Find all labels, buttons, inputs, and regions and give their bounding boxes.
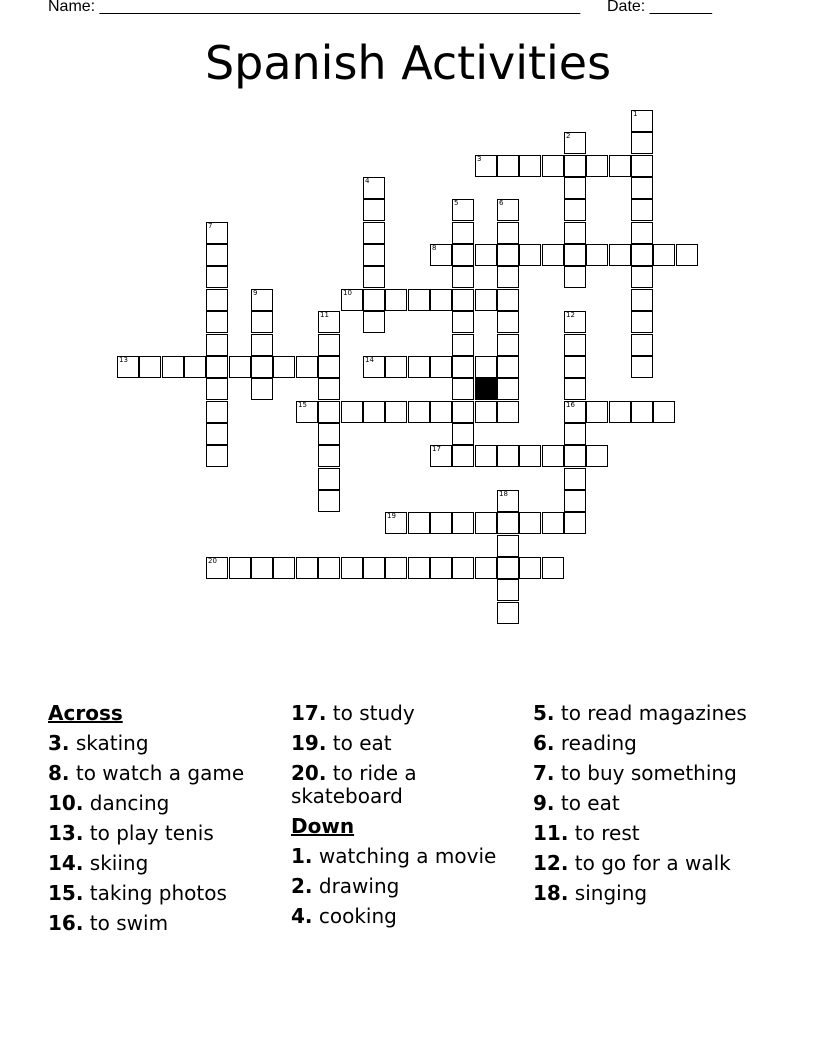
down-clue — [533, 882, 773, 905]
clue-number: 6. — [533, 731, 555, 755]
across-clue — [48, 822, 288, 845]
clue-text: to swim — [89, 911, 169, 935]
grid-cell[interactable] — [206, 266, 228, 288]
grid-cell[interactable] — [206, 356, 228, 378]
grid-cell[interactable] — [452, 266, 474, 288]
grid-cell[interactable] — [206, 311, 228, 333]
down-clue — [533, 762, 773, 785]
grid-cell[interactable] — [452, 401, 474, 423]
grid-cell[interactable] — [564, 311, 586, 333]
grid-cell[interactable] — [519, 244, 541, 266]
grid-cell[interactable] — [564, 490, 586, 512]
grid-cell[interactable] — [631, 132, 653, 154]
clue-number: 7 — [208, 222, 213, 230]
clue-number: 5. — [533, 701, 555, 725]
clue-text: to rest — [574, 821, 640, 845]
grid-cell[interactable] — [363, 222, 385, 244]
grid-cell[interactable] — [564, 177, 586, 199]
grid-cell[interactable] — [519, 557, 541, 579]
grid-cell[interactable] — [564, 356, 586, 378]
clue-number: 14 — [365, 356, 374, 364]
grid-cell[interactable] — [631, 311, 653, 333]
grid-cell[interactable] — [586, 244, 608, 266]
name-line[interactable]: ______________________________________________________ — [99, 0, 581, 15]
grid-cell[interactable] — [206, 378, 228, 400]
grid-cell[interactable] — [206, 289, 228, 311]
clue-number: 3. — [48, 731, 70, 755]
grid-cell[interactable] — [676, 244, 698, 266]
grid-cell[interactable] — [251, 311, 273, 333]
clue-text: to ride a skateboard — [291, 761, 417, 808]
grid-cell[interactable] — [206, 445, 228, 467]
clue-number: 19 — [387, 512, 396, 520]
grid-cell[interactable] — [519, 155, 541, 177]
grid-cell[interactable] — [318, 378, 340, 400]
clue-number: 10. — [48, 791, 84, 815]
grid-cell[interactable] — [408, 289, 430, 311]
clue-text: drawing — [318, 874, 400, 898]
down-clue — [533, 792, 773, 815]
across-clue — [48, 762, 288, 785]
grid-cell[interactable] — [542, 445, 564, 467]
grid-cell[interactable] — [653, 401, 675, 423]
clue-number: 11. — [533, 821, 569, 845]
grid-cell[interactable] — [318, 490, 340, 512]
across-clue — [48, 792, 288, 815]
clue-number: 9. — [533, 791, 555, 815]
clue-text: to watch a game — [75, 761, 245, 785]
grid-cell[interactable] — [363, 244, 385, 266]
grid-cell[interactable] — [452, 512, 474, 534]
across-clue — [291, 732, 531, 755]
clue-number: 1. — [291, 844, 313, 868]
grid-cell[interactable] — [162, 356, 184, 378]
grid-cell[interactable] — [318, 423, 340, 445]
grid-cell[interactable] — [631, 222, 653, 244]
grid-cell[interactable] — [631, 244, 653, 266]
grid-cell[interactable] — [519, 512, 541, 534]
down-clue — [291, 875, 531, 898]
grid-cell[interactable] — [251, 378, 273, 400]
grid-cell[interactable] — [497, 535, 519, 557]
grid-cell[interactable] — [475, 557, 497, 579]
grid-cell[interactable] — [586, 401, 608, 423]
grid-cell[interactable] — [452, 557, 474, 579]
clue-number: 8. — [48, 761, 70, 785]
clue-number: 7. — [533, 761, 555, 785]
clue-number: 5 — [454, 199, 459, 207]
grid-cell[interactable] — [452, 423, 474, 445]
grid-cell[interactable] — [631, 356, 653, 378]
clue-number: 10 — [343, 289, 352, 297]
grid-cell[interactable] — [452, 289, 474, 311]
date-line[interactable]: _______ — [649, 0, 712, 15]
across-heading: Across — [48, 701, 123, 725]
grid-cell[interactable] — [430, 289, 452, 311]
grid-cell[interactable] — [564, 423, 586, 445]
down-clue — [533, 852, 773, 875]
header — [48, 0, 712, 16]
down-clue — [291, 905, 531, 928]
grid-cell[interactable] — [318, 311, 340, 333]
grid-cell[interactable] — [408, 401, 430, 423]
clue-text: to eat — [560, 791, 620, 815]
grid-cell[interactable] — [564, 244, 586, 266]
clue-text: skiing — [89, 851, 149, 875]
grid-cell[interactable] — [564, 401, 586, 423]
grid-cell[interactable] — [452, 445, 474, 467]
grid-cell[interactable] — [497, 155, 519, 177]
name-label: Name: — [48, 0, 96, 15]
grid-cell[interactable] — [363, 289, 385, 311]
clue-number: 2. — [291, 874, 313, 898]
grid-cell[interactable] — [564, 266, 586, 288]
grid-cell[interactable] — [385, 356, 407, 378]
grid-cell[interactable] — [519, 445, 541, 467]
down-heading: Down — [291, 814, 355, 838]
grid-cell[interactable] — [631, 401, 653, 423]
across-clue — [291, 762, 531, 808]
grid-cell[interactable] — [430, 512, 452, 534]
grid-cell[interactable] — [318, 401, 340, 423]
grid-cell[interactable] — [385, 557, 407, 579]
grid-cell[interactable] — [564, 199, 586, 221]
grid-cell[interactable] — [497, 334, 519, 356]
grid-cell[interactable] — [564, 378, 586, 400]
clue-number: 18. — [533, 881, 569, 905]
clue-text: to go for a walk — [574, 851, 731, 875]
grid-cell[interactable] — [363, 401, 385, 423]
grid-cell[interactable] — [452, 378, 474, 400]
across-clue — [48, 912, 288, 935]
clue-number: 9 — [253, 289, 258, 297]
grid-cell[interactable] — [564, 445, 586, 467]
grid-cell[interactable] — [363, 311, 385, 333]
down-clue — [533, 732, 773, 755]
grid-cell[interactable] — [318, 334, 340, 356]
grid-cell[interactable] — [609, 401, 631, 423]
grid-cell[interactable] — [139, 356, 161, 378]
grid-cell[interactable] — [452, 199, 474, 221]
grid-cell[interactable] — [564, 334, 586, 356]
clue-text: reading — [560, 731, 637, 755]
grid-cell[interactable] — [408, 356, 430, 378]
clue-number: 20 — [208, 557, 217, 565]
clues-column-2 — [291, 702, 531, 935]
grid-cell[interactable] — [609, 155, 631, 177]
grid-cell[interactable] — [609, 244, 631, 266]
grid-cell[interactable] — [631, 289, 653, 311]
across-clue — [291, 702, 531, 725]
grid-cell[interactable] — [475, 445, 497, 467]
grid-cell[interactable] — [497, 244, 519, 266]
grid-cell[interactable] — [497, 602, 519, 624]
clue-number: 13. — [48, 821, 84, 845]
date-label: Date: — [607, 0, 646, 15]
grid-cell[interactable] — [631, 199, 653, 221]
grid-cell[interactable] — [430, 244, 452, 266]
grid-cell[interactable] — [363, 266, 385, 288]
clue-text: skating — [75, 731, 149, 755]
grid-cell[interactable] — [564, 468, 586, 490]
grid-cell[interactable] — [341, 289, 363, 311]
clue-text: to read magazines — [560, 701, 747, 725]
grid-cell[interactable] — [206, 401, 228, 423]
grid-cell[interactable] — [542, 557, 564, 579]
grid-cell[interactable] — [452, 334, 474, 356]
grid-cell[interactable] — [475, 244, 497, 266]
grid-cell[interactable] — [475, 289, 497, 311]
clue-number: 20. — [291, 761, 327, 785]
grid-cell[interactable] — [497, 512, 519, 534]
grid-cell[interactable] — [430, 445, 452, 467]
clue-number: 6 — [499, 199, 504, 207]
grid-cell[interactable] — [452, 356, 474, 378]
grid-cell[interactable] — [430, 557, 452, 579]
grid-cell[interactable] — [206, 557, 228, 579]
grid-cell[interactable] — [229, 557, 251, 579]
grid-cell[interactable] — [497, 401, 519, 423]
grid-cell[interactable] — [273, 356, 295, 378]
grid-cell[interactable] — [564, 155, 586, 177]
clue-number: 11 — [320, 311, 329, 319]
clues-column-1 — [48, 702, 288, 942]
grid-cell[interactable] — [251, 334, 273, 356]
grid-cell[interactable] — [497, 579, 519, 601]
clue-number: 15. — [48, 881, 84, 905]
grid-cell[interactable] — [497, 199, 519, 221]
grid-cell[interactable] — [430, 401, 452, 423]
grid-cell[interactable] — [296, 557, 318, 579]
grid-cell[interactable] — [497, 557, 519, 579]
clue-number: 16 — [566, 401, 575, 409]
clue-number: 15 — [298, 401, 307, 409]
grid-cell[interactable] — [631, 155, 653, 177]
grid-cell[interactable] — [296, 356, 318, 378]
clues-column-3 — [533, 702, 773, 912]
grid-cell[interactable] — [631, 110, 653, 132]
grid-cell[interactable] — [363, 356, 385, 378]
black-cell — [475, 378, 497, 400]
grid-cell[interactable] — [497, 445, 519, 467]
grid-cell[interactable] — [363, 199, 385, 221]
grid-cell[interactable] — [408, 557, 430, 579]
grid-cell[interactable] — [385, 512, 407, 534]
grid-cell[interactable] — [318, 356, 340, 378]
clue-text: taking photos — [89, 881, 227, 905]
grid-cell[interactable] — [631, 177, 653, 199]
grid-cell[interactable] — [542, 155, 564, 177]
grid-cell[interactable] — [251, 557, 273, 579]
grid-cell[interactable] — [385, 289, 407, 311]
grid-cell[interactable] — [564, 222, 586, 244]
grid-cell[interactable] — [251, 356, 273, 378]
grid-cell[interactable] — [586, 445, 608, 467]
grid-cell[interactable] — [363, 177, 385, 199]
clue-text: to play tenis — [89, 821, 214, 845]
grid-cell[interactable] — [542, 512, 564, 534]
grid-cell[interactable] — [318, 468, 340, 490]
grid-cell[interactable] — [475, 401, 497, 423]
down-clue — [291, 845, 531, 868]
clue-text: to study — [332, 701, 415, 725]
down-clue — [533, 702, 773, 725]
grid-cell[interactable] — [497, 378, 519, 400]
clue-number: 12 — [566, 311, 575, 319]
grid-cell[interactable] — [184, 356, 206, 378]
grid-cell[interactable] — [117, 356, 139, 378]
across-clue — [48, 732, 288, 755]
grid-cell[interactable] — [452, 311, 474, 333]
grid-cell[interactable] — [206, 423, 228, 445]
grid-cell[interactable] — [586, 155, 608, 177]
clue-number: 2 — [566, 132, 571, 140]
grid-cell[interactable] — [475, 356, 497, 378]
grid-cell[interactable] — [564, 512, 586, 534]
grid-cell[interactable] — [251, 289, 273, 311]
grid-cell[interactable] — [430, 356, 452, 378]
clue-number: 19. — [291, 731, 327, 755]
clue-text: dancing — [89, 791, 170, 815]
clue-text: to eat — [332, 731, 392, 755]
grid-cell[interactable] — [475, 512, 497, 534]
grid-cell[interactable] — [296, 401, 318, 423]
page-title: Spanish Activities — [204, 36, 612, 90]
grid-cell[interactable] — [206, 334, 228, 356]
clue-number: 1 — [633, 110, 638, 118]
clue-text: watching a movie — [318, 844, 497, 868]
clue-number: 17 — [432, 445, 441, 453]
grid-cell[interactable] — [497, 356, 519, 378]
clue-text: singing — [574, 881, 648, 905]
grid-cell[interactable] — [542, 244, 564, 266]
grid-cell[interactable] — [206, 244, 228, 266]
grid-cell[interactable] — [631, 266, 653, 288]
clue-number: 17. — [291, 701, 327, 725]
clue-number: 14. — [48, 851, 84, 875]
grid-cell[interactable] — [452, 244, 474, 266]
down-clue — [533, 822, 773, 845]
grid-cell[interactable] — [318, 557, 340, 579]
grid-cell[interactable] — [475, 155, 497, 177]
grid-cell[interactable] — [318, 445, 340, 467]
clue-number: 13 — [119, 356, 128, 364]
clue-number: 18 — [499, 490, 508, 498]
grid-cell[interactable] — [653, 244, 675, 266]
across-clue — [48, 882, 288, 905]
clue-number: 8 — [432, 244, 437, 252]
grid-cell[interactable] — [452, 222, 474, 244]
grid-cell[interactable] — [497, 311, 519, 333]
grid-cell[interactable] — [497, 222, 519, 244]
clue-number: 4. — [291, 904, 313, 928]
grid-cell[interactable] — [497, 490, 519, 512]
across-clue — [48, 852, 288, 875]
clue-number: 12. — [533, 851, 569, 875]
grid-cell[interactable] — [385, 401, 407, 423]
grid-cell[interactable] — [363, 557, 385, 579]
grid-cell[interactable] — [497, 266, 519, 288]
clue-number: 16. — [48, 911, 84, 935]
clue-text: to buy something — [560, 761, 737, 785]
clue-text: cooking — [318, 904, 397, 928]
grid-cell[interactable] — [631, 334, 653, 356]
grid-cell[interactable] — [564, 132, 586, 154]
grid-cell[interactable] — [206, 222, 228, 244]
grid-cell[interactable] — [341, 401, 363, 423]
grid-cell[interactable] — [497, 289, 519, 311]
grid-cell[interactable] — [408, 512, 430, 534]
clue-number: 4 — [365, 177, 370, 185]
grid-cell[interactable] — [229, 356, 251, 378]
grid-cell[interactable] — [341, 557, 363, 579]
clue-number: 3 — [477, 155, 482, 163]
grid-cell[interactable] — [273, 557, 295, 579]
